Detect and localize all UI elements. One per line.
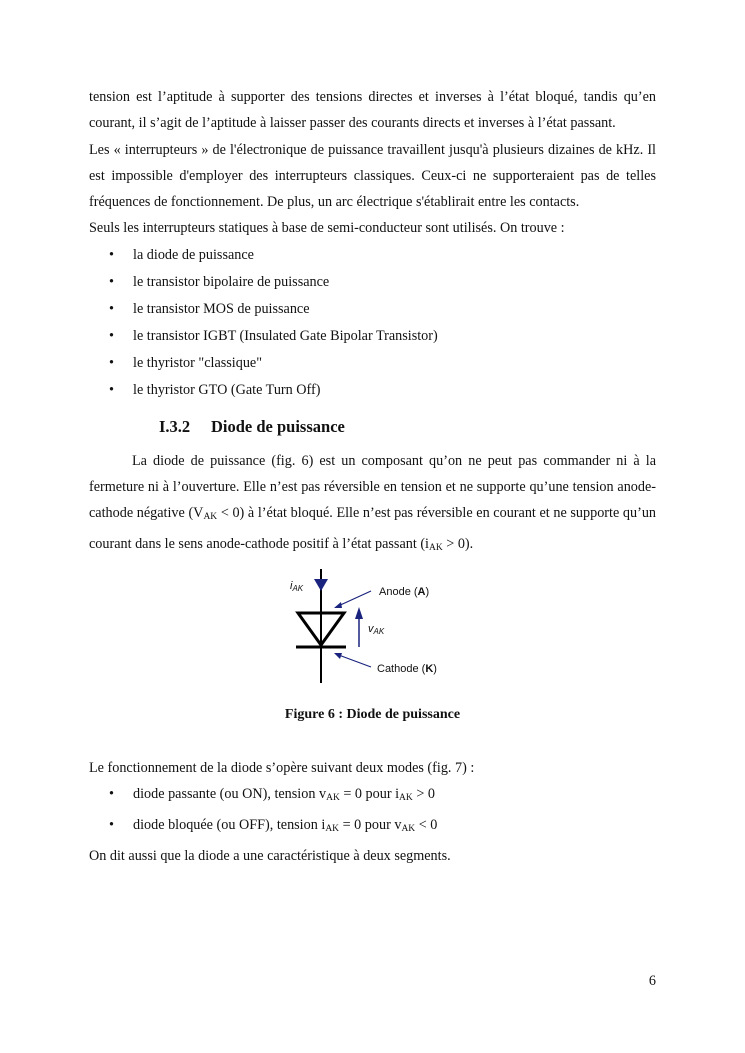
bullet-icon: • bbox=[109, 354, 114, 371]
bullet-icon: • bbox=[109, 817, 114, 834]
intro-paragraph-2: Les « interrupteurs » de l'électronique de puissance travaillent jusqu'à plusieurs dizaines de kHz. Il est impossible d'employer des interrupteurs classiques. Ceux-ci ne supporteraient pas de telles fréquences de fonctionnement. De plus, un arc électrique s'établirait entre les contacts. bbox=[89, 141, 656, 211]
anode-pointer-icon bbox=[334, 602, 342, 608]
list-item: • la diode de puissance bbox=[109, 242, 656, 269]
modes-list bbox=[89, 781, 656, 843]
modes-conclusion: On dit aussi que la diode a une caractéristique à deux segments. bbox=[89, 848, 451, 865]
modes-intro: Le fonctionnement de la diode s’opère suivant deux modes (fig. 7) : bbox=[89, 759, 475, 776]
diode-description: La diode de puissance (fig. 6) est un composant qu’on ne peut pas commander ni à la fermeture ni à l’ouverture. Elle n’est pas réversible en tension et ne supporte qu’une tension anode-cathode négative $(V_{AK} < 0)$ à l’état bloqué. Elle n’est pas réversible en courant et ne supporte qu’un courant dans le sens anode-cathode positif à l’état passant $(i_{AK} > 0)$. bbox=[89, 452, 657, 553]
current-label: iAK bbox=[290, 579, 304, 593]
page-number: 6 bbox=[648, 973, 656, 989]
cathode-label: Cathode (K) bbox=[377, 662, 437, 675]
intro-paragraph-3: Seuls les interrupteurs statiques à base de semi-conducteur sont utilisés. On trouve : bbox=[89, 220, 565, 237]
bullet-icon: • bbox=[109, 327, 114, 344]
cathode-pointer-icon bbox=[334, 653, 342, 659]
bullet-icon: • bbox=[109, 381, 114, 398]
voltage-arrow-icon bbox=[355, 607, 363, 619]
switch-list bbox=[89, 242, 656, 404]
intro-paragraph-1: tension est l’aptitude à supporter des tensions directes et inverses à l’état bloqué, tandis qu’en courant, il s’agit de l’aptitude à laisser passer des courants directs et inverses à l’état passant. bbox=[89, 89, 656, 132]
bullet-icon: • bbox=[109, 246, 114, 263]
section-heading bbox=[89, 412, 656, 442]
list-item: • le transistor MOS de puissance bbox=[109, 296, 656, 323]
current-arrow-icon bbox=[314, 579, 328, 591]
cathode-pointer-line bbox=[336, 654, 371, 667]
section-number: I.3.2 bbox=[159, 416, 191, 436]
figure-caption: Figure 6 : Diode de puissance bbox=[284, 706, 461, 722]
diode-figure bbox=[89, 567, 656, 705]
bullet-icon: • bbox=[109, 273, 114, 290]
list-item: • le thyristor "classique" bbox=[109, 350, 656, 377]
bullet-icon: • bbox=[109, 786, 114, 803]
section-title: Diode de puissance bbox=[211, 416, 345, 436]
anode-label: Anode (A) bbox=[379, 585, 430, 598]
page-content bbox=[89, 84, 656, 870]
diode-symbol-diagram bbox=[285, 567, 475, 685]
list-item: • diode passante (ou ON), tension $v_{AK} = 0$ pour $i_{AK} > 0$ bbox=[109, 781, 656, 812]
bullet-icon: • bbox=[109, 300, 114, 317]
list-item: • le transistor IGBT (Insulated Gate Bipolar Transistor) bbox=[109, 323, 656, 350]
list-item: • diode bloquée (ou OFF), tension $i_{AK} = 0$ pour $v_{AK} < 0$ bbox=[109, 812, 656, 843]
list-item: • le thyristor GTO (Gate Turn Off) bbox=[109, 377, 656, 404]
voltage-label: vAK bbox=[368, 622, 385, 636]
list-item: • le transistor bipolaire de puissance bbox=[109, 269, 656, 296]
